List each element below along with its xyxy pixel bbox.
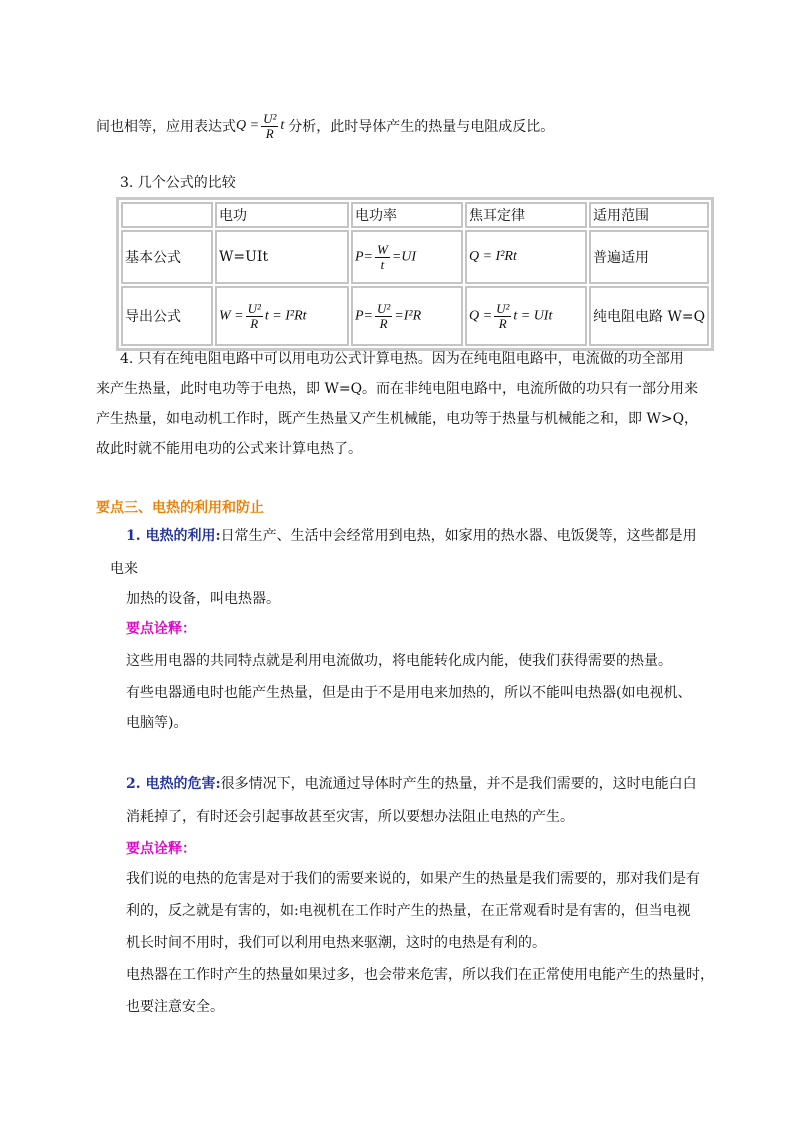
para4-line-1: 4. 只有在纯电阻电路中可以用电功公式计算电热。因为在纯电阻电路中，电流做的功全部用 bbox=[120, 351, 684, 367]
note2-line-5: 也要注意安全。 bbox=[126, 999, 224, 1015]
section3-title: 3. 几个公式的比较 bbox=[120, 175, 236, 191]
point1-title: 1. 电热的利用: bbox=[126, 528, 221, 544]
derived-power-fraction bbox=[375, 302, 392, 330]
derived-power-numerator: U² bbox=[377, 300, 391, 316]
row-derived-power bbox=[351, 286, 463, 346]
header-cell-power: 电功率 bbox=[351, 202, 463, 228]
formula-denominator: R bbox=[265, 125, 274, 141]
table-row-derived bbox=[121, 286, 709, 346]
note-label-2: 要点诠释： bbox=[126, 841, 196, 857]
joule-numerator: U² bbox=[496, 300, 510, 316]
power-p: P= bbox=[355, 249, 373, 265]
intro-formula bbox=[236, 111, 285, 141]
table-row-basic bbox=[121, 230, 709, 284]
row-basic-label: 基本公式 bbox=[121, 230, 213, 284]
point2-line bbox=[126, 773, 697, 793]
para4-line-3: 产生热量，如电动机工作时，既产生热量又产生机械能，电功等于热量与机械能之和，即 W>Q， bbox=[96, 411, 699, 427]
derived-power-denominator: R bbox=[379, 315, 388, 331]
derived-power-p: P= bbox=[355, 308, 373, 324]
row-derived-work bbox=[215, 286, 349, 346]
note2-line-4: 电热器在工作时产生的热量如果过多，也会带来危害，所以我们在正常使用电能产生的热量时， bbox=[126, 967, 714, 983]
note1-line-1: 这些用电器的共同特点就是利用电流做功，将电能转化成内能，使我们获得需要的热量。 bbox=[126, 653, 672, 669]
row-derived-label: 导出公式 bbox=[121, 286, 213, 346]
header-cell-joule: 焦耳定律 bbox=[465, 202, 587, 228]
formula-t: t bbox=[280, 118, 285, 134]
formula-numerator: U² bbox=[263, 111, 277, 126]
power-numerator: W bbox=[377, 241, 388, 257]
para4-line-4: 故此时就不能用电功的公式来计算电热了。 bbox=[96, 441, 362, 457]
point1-line-3: 加热的设备，叫电热器。 bbox=[126, 591, 280, 607]
formula-q: Q = bbox=[236, 118, 260, 134]
formula-comparison-table bbox=[116, 197, 714, 351]
point1-line-2: 电来 bbox=[110, 561, 138, 577]
derived-power-tail: =I²R bbox=[394, 308, 422, 324]
row-basic-work: W=UIt bbox=[215, 230, 349, 284]
note1-line-2: 有些电器通电时也能产生热量，但是由于不是用电来加热的，所以不能叫电热器(如电视机、 bbox=[126, 685, 692, 701]
section-heading: 要点三、电热的利用和防止 bbox=[96, 500, 264, 516]
work-numerator: U² bbox=[247, 300, 261, 316]
power-fraction bbox=[375, 243, 390, 271]
joule-q: Q = bbox=[469, 308, 493, 324]
point1-text: 日常生产、生活中会经常用到电热，如家用的热水器、电饭煲等，这些都是用 bbox=[220, 528, 697, 544]
intro-lead: 间也相等，应用表达式 bbox=[96, 119, 236, 136]
point2-title: 2. 电热的危害: bbox=[126, 776, 221, 792]
joule-tail: t = UIt bbox=[513, 308, 553, 324]
note2-line-3: 机长时间不用时，我们可以利用电热来驱潮，这时的电热是有利的。 bbox=[126, 935, 546, 951]
header-cell-empty bbox=[121, 202, 213, 228]
row-derived-joule bbox=[465, 286, 587, 346]
row-basic-joule: Q = I²Rt bbox=[465, 230, 587, 284]
row-basic-scope: 普遍适用 bbox=[589, 230, 709, 284]
table-header-row bbox=[121, 202, 709, 228]
header-cell-scope: 适用范围 bbox=[589, 202, 709, 228]
para4-line-2: 来产生热量，此时电功等于电热，即 W=Q。而在非纯电阻电路中，电流所做的功只有一部分用来 bbox=[96, 381, 699, 397]
point1-line bbox=[126, 525, 697, 545]
point2-line-2: 消耗掉了，有时还会引起事故甚至灾害，所以要想办法阻止电热的产生。 bbox=[126, 809, 574, 825]
row-basic-power bbox=[351, 230, 463, 284]
power-denominator: t bbox=[380, 256, 385, 272]
header-cell-work: 电功 bbox=[215, 202, 349, 228]
power-tail: =UI bbox=[391, 249, 417, 265]
note2-line-2: 利的，反之就是有害的，如:电视机在工作时产生的热量，在正常观看时是有害的，但当电视 bbox=[126, 903, 691, 919]
work-w: W = bbox=[219, 308, 244, 324]
intro-tail: 分析，此时导体产生的热量与电阻成反比。 bbox=[288, 119, 555, 136]
note1-line-3: 电脑等)。 bbox=[126, 715, 188, 731]
intro-line bbox=[96, 112, 554, 140]
work-fraction bbox=[246, 302, 263, 330]
formula-fraction bbox=[261, 112, 278, 140]
joule-fraction bbox=[494, 302, 511, 330]
note2-line-1: 我们说的电热的危害是对于我们的需要来说的，如果产生的热量是我们需要的，那对我们是有 bbox=[126, 871, 700, 887]
joule-denominator: R bbox=[498, 315, 507, 331]
point2-text: 很多情况下，电流通过导体时产生的热量，并不是我们需要的，这时电能白白 bbox=[220, 776, 697, 792]
work-tail: t = I²Rt bbox=[264, 308, 307, 324]
row-derived-scope: 纯电阻电路 W=Q bbox=[589, 286, 709, 346]
work-denominator: R bbox=[250, 315, 259, 331]
note-label-1: 要点诠释： bbox=[126, 621, 196, 637]
